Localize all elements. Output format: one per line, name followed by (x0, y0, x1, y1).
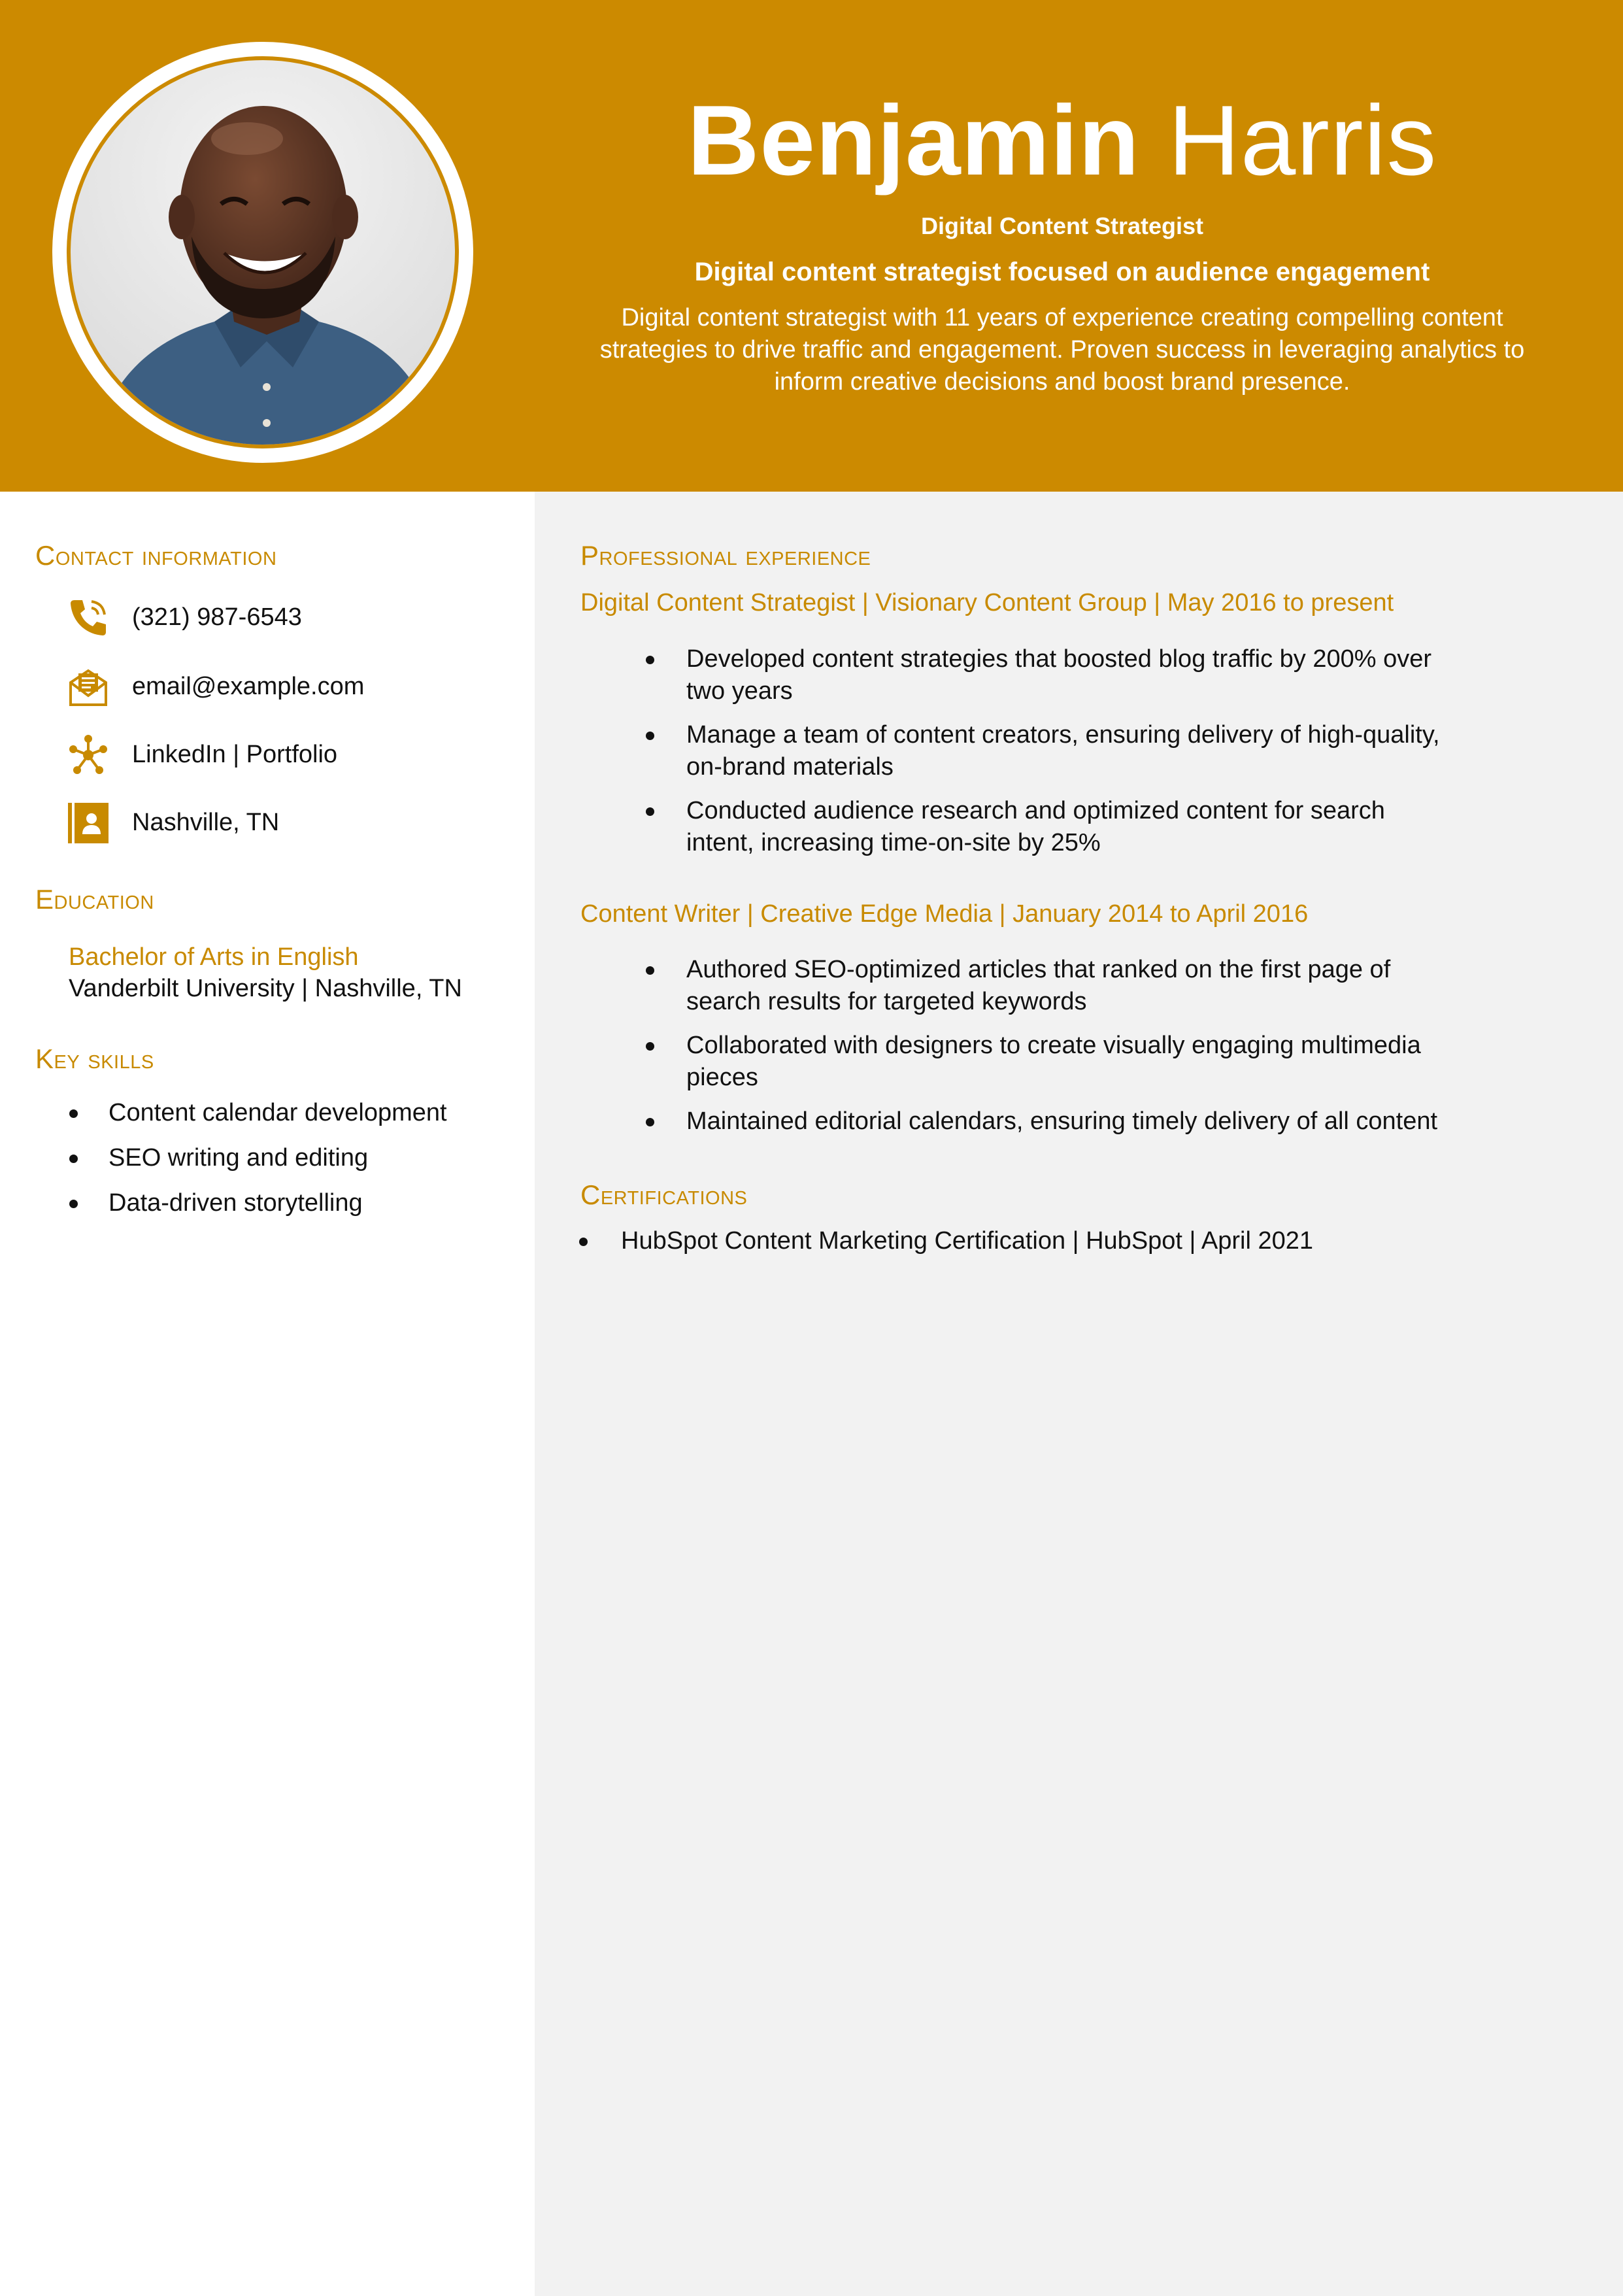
education-school: Vanderbilt University | Nashville, TN (69, 975, 462, 1002)
contact-phone[interactable] (65, 595, 523, 641)
job-heading: Digital Content Strategist | Visionary Content Group | May 2016 to present (580, 589, 1394, 616)
skill-item: SEO writing and editing (65, 1142, 523, 1187)
education-degree: Bachelor of Arts in English (69, 943, 359, 971)
job-bullet: Authored SEO-optimized articles that ranked on the first page of search results for targeted keywords (639, 954, 1450, 1018)
phone-icon (65, 595, 111, 641)
address-book-icon (65, 800, 111, 846)
profile-photo-frame (52, 42, 473, 463)
tagline: Digital content strategist focused on audience engagement (694, 258, 1430, 286)
job-bullet: Maintained editorial calendars, ensuring timely delivery of all content (639, 1106, 1450, 1138)
main-column (535, 492, 1623, 2296)
first-name: Benjamin (687, 85, 1140, 196)
certification-item: HubSpot Content Marketing Certification | HubSpot | April 2021 (579, 1225, 1560, 1257)
email-address: email@example.com (132, 673, 365, 700)
skill-item: Data-driven storytelling (65, 1187, 523, 1232)
network-icon (65, 732, 111, 778)
last-name: Harris (1168, 85, 1437, 196)
linkedin-portfolio-links: LinkedIn | Portfolio (132, 741, 338, 768)
education-section-title: Education (35, 884, 154, 915)
header-text (575, 85, 1549, 398)
job-bullet: Collaborated with designers to create visually engaging multimedia pieces (639, 1030, 1450, 1094)
contact-email[interactable] (65, 664, 523, 710)
job-heading: Content Writer | Creative Edge Media | January 2014 to April 2016 (580, 900, 1309, 928)
contact-links[interactable] (65, 732, 523, 778)
location: Nashville, TN (132, 809, 280, 836)
contact-section-title: Contact information (35, 540, 277, 571)
skills-list (65, 1097, 523, 1232)
candidate-name (575, 85, 1549, 196)
certifications-list (579, 1225, 1560, 1257)
profile-photo (71, 60, 455, 445)
phone-number: (321) 987-6543 (132, 603, 302, 631)
sidebar (0, 492, 535, 2296)
job-bullets (639, 954, 1450, 1149)
job-bullet: Developed content strategies that boosted blog traffic by 200% over two years (639, 643, 1450, 707)
job-bullets (639, 643, 1450, 871)
skill-item: Content calendar development (65, 1097, 523, 1142)
job-title: Digital Content Strategist (920, 212, 1204, 239)
job-bullet: Conducted audience research and optimized content for search intent, increasing time-on-site by 25% (639, 795, 1450, 859)
email-icon (65, 664, 111, 710)
skills-section-title: Key skills (35, 1043, 154, 1074)
experience-section-title: Professional experience (580, 540, 871, 571)
summary: Digital content strategist with 11 years of experience creating compelling content strategies to drive traffic and engagement. Proven success in leveraging analytics to inform creative decisions and boost brand presence. (599, 304, 1525, 396)
certifications-section-title: Certifications (580, 1179, 748, 1210)
contact-location (65, 800, 523, 846)
resume-header (0, 0, 1623, 492)
job-bullet: Manage a team of content creators, ensuring delivery of high-quality, on-brand materials (639, 719, 1450, 783)
